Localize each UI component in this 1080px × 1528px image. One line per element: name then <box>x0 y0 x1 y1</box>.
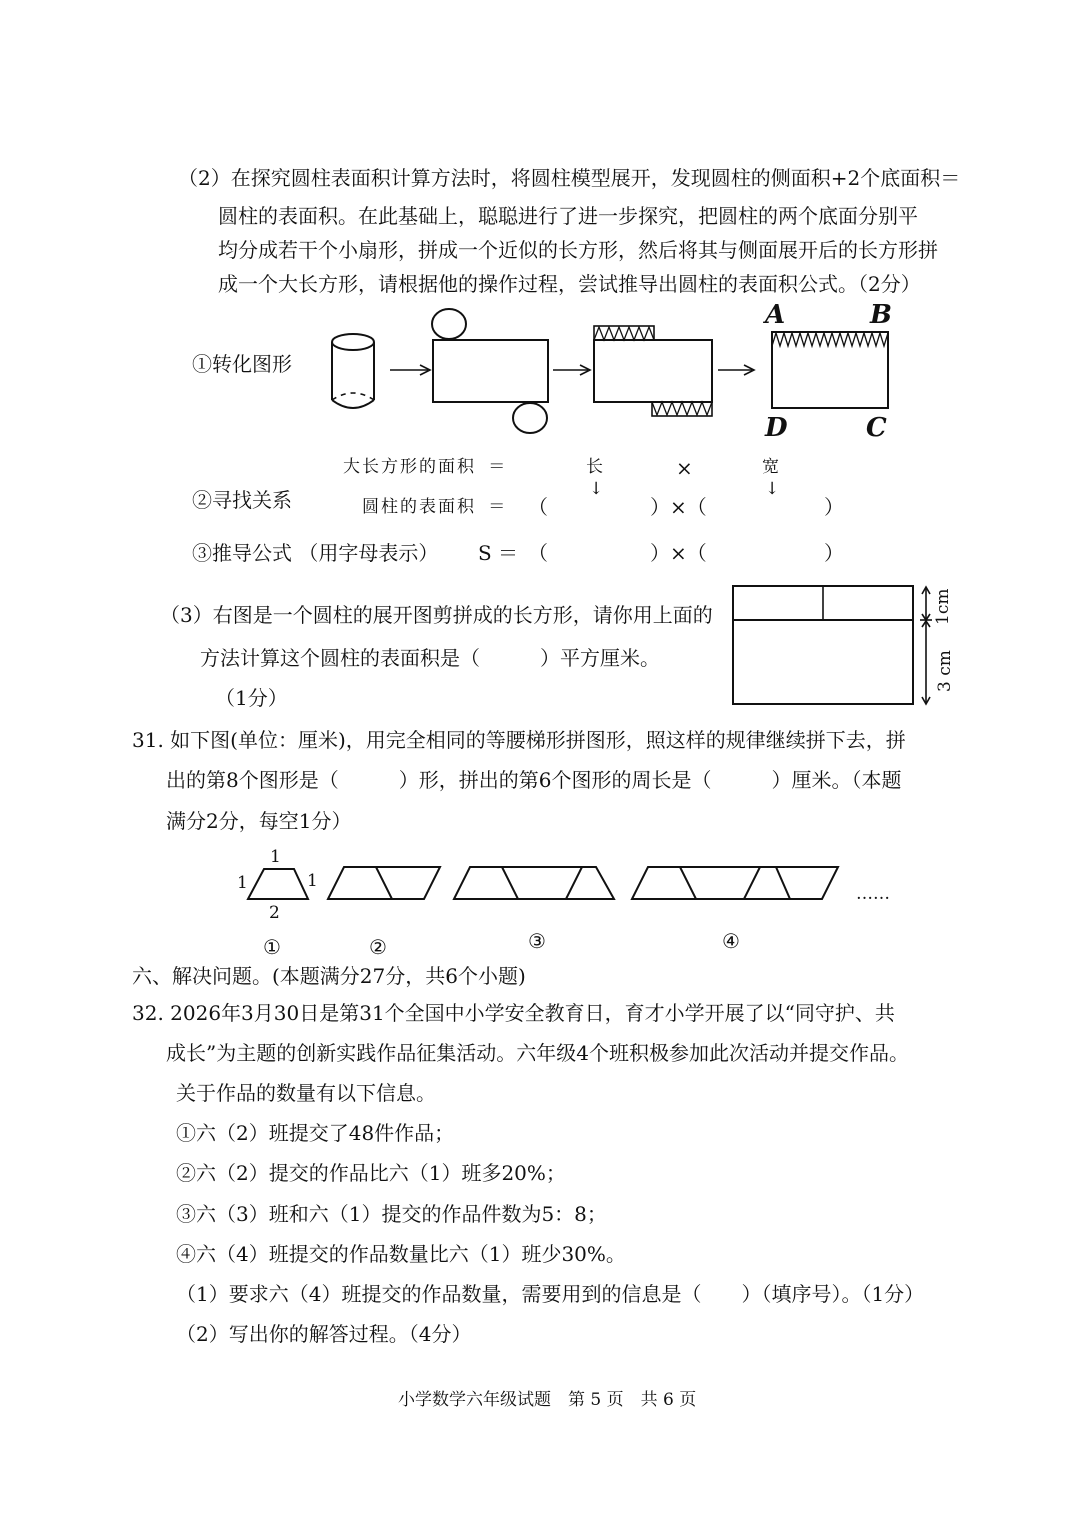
trapezoid-top-label: 1 <box>270 847 281 867</box>
q31-line-1: 31. 如下图(单位：厘米)，用完全相同的等腰梯形拼图形，照这样的规律继续拼下去，拼 <box>132 728 906 752</box>
trapezoid-left-label: 1 <box>237 873 248 893</box>
pattern-figure-3 <box>454 867 614 899</box>
times-sign-1: × <box>676 456 693 480</box>
q31-line-3: 满分2分，每空1分） <box>166 809 352 833</box>
dim-label-1cm: 1cm <box>933 588 953 625</box>
q30-3-line-2: 方法计算这个圆柱的表面积是（ ）平方厘米。 <box>200 646 660 670</box>
q32-info-3: ③六（3）班和六（1）提交的作品件数为5：8； <box>176 1202 607 1226</box>
corner-label-c: C <box>866 413 887 443</box>
s-equation: S ＝ <box>478 541 519 565</box>
q30-2-line-3: 均分成若干个小扇形，拼成一个近似的长方形，然后将其与侧面展开后的长方形拼 <box>218 238 938 262</box>
q32-line-3: 关于作品的数量有以下信息。 <box>176 1081 436 1105</box>
length-word: 长 <box>586 457 603 477</box>
blank-mid-1: ）×（ <box>650 495 707 519</box>
q32-line-1: 32. 2026年3月30日是第31个全国中小学安全教育日，育才小学开展了以“同守护、共 <box>132 1001 895 1025</box>
arrow-down-length: ↓ <box>589 479 604 499</box>
q32-sub-question-2: （2）写出你的解答过程。（4分） <box>176 1322 472 1346</box>
corner-label-b: B <box>870 300 892 330</box>
blank-open-1: （ <box>528 495 548 519</box>
pattern-ellipsis: …… <box>856 884 890 904</box>
trapezoid-right-label: 1 <box>307 871 318 891</box>
corner-label-d: D <box>765 413 788 443</box>
q30-2-line-1: （2）在探究圆柱表面积计算方法时，将圆柱模型展开，发现圆柱的侧面积+2个底面积＝ <box>178 166 961 190</box>
rect-area-equation: 大长方形的面积 ＝ <box>343 457 508 477</box>
trapezoid-bottom-label: 2 <box>269 903 280 923</box>
q32-info-2: ②六（2）提交的作品比六（1）班多20%； <box>176 1161 566 1185</box>
page-footer: 小学数学六年级试题 第 5 页 共 6 页 <box>398 1390 697 1410</box>
surface-area-equation: 圆柱的表面积 ＝ <box>362 497 508 517</box>
q32-info-1: ①六（2）班提交了48件作品； <box>176 1121 455 1145</box>
step2-label: ②寻找关系 <box>192 488 292 512</box>
figure-label-4: ④ <box>722 929 740 953</box>
q32-line-2: 成长”为主题的创新实践作品征集活动。六年级4个班积极参加此次活动并提交作品。 <box>166 1041 909 1065</box>
pattern-figure-2 <box>328 867 440 899</box>
q30-2-line-2: 圆柱的表面积。在此基础上，聪聪进行了进一步探究，把圆柱的两个底面分别平 <box>218 204 918 228</box>
step3-label: ③推导公式 （用字母表示） <box>192 541 439 565</box>
q30-3-line-1: （3）右图是一个圆柱的展开图剪拼成的长方形，请你用上面的 <box>160 603 713 627</box>
q31-line-2: 出的第8个图形是（ ）形，拼出的第6个图形的周长是（ ）厘米。（本题 <box>166 768 902 792</box>
blank-close-2: ） <box>824 541 844 565</box>
q30-3-line-3: （1分） <box>215 686 288 710</box>
q30-2-line-4: 成一个大长方形，请根据他的操作过程，尝试推导出圆柱的表面积公式。（2分） <box>218 272 921 296</box>
figure-label-3: ③ <box>528 929 546 953</box>
figure-label-1: ① <box>263 935 281 959</box>
dim-label-3cm: 3 cm <box>935 650 955 692</box>
blank-mid-2: ）×（ <box>650 541 707 565</box>
pattern-figure-4 <box>632 867 838 899</box>
pattern-figure-1 <box>248 869 308 899</box>
q32-info-4: ④六（4）班提交的作品数量比六（1）班少30%。 <box>176 1242 626 1266</box>
section-6-title: 六、解决问题。(本题满分27分，共6个小题) <box>132 964 526 988</box>
corner-label-a: A <box>765 300 786 330</box>
q32-sub-question-1: （1）要求六（4）班提交的作品数量，需要用到的信息是（ ）（填序号）。（1分） <box>176 1282 925 1306</box>
figure-label-2: ② <box>369 935 387 959</box>
blank-open-2: （ <box>528 541 548 565</box>
step1-label: ①转化图形 <box>192 352 292 376</box>
width-word: 宽 <box>762 457 779 477</box>
blank-close-1: ） <box>824 495 844 519</box>
arrow-down-width: ↓ <box>765 479 780 499</box>
